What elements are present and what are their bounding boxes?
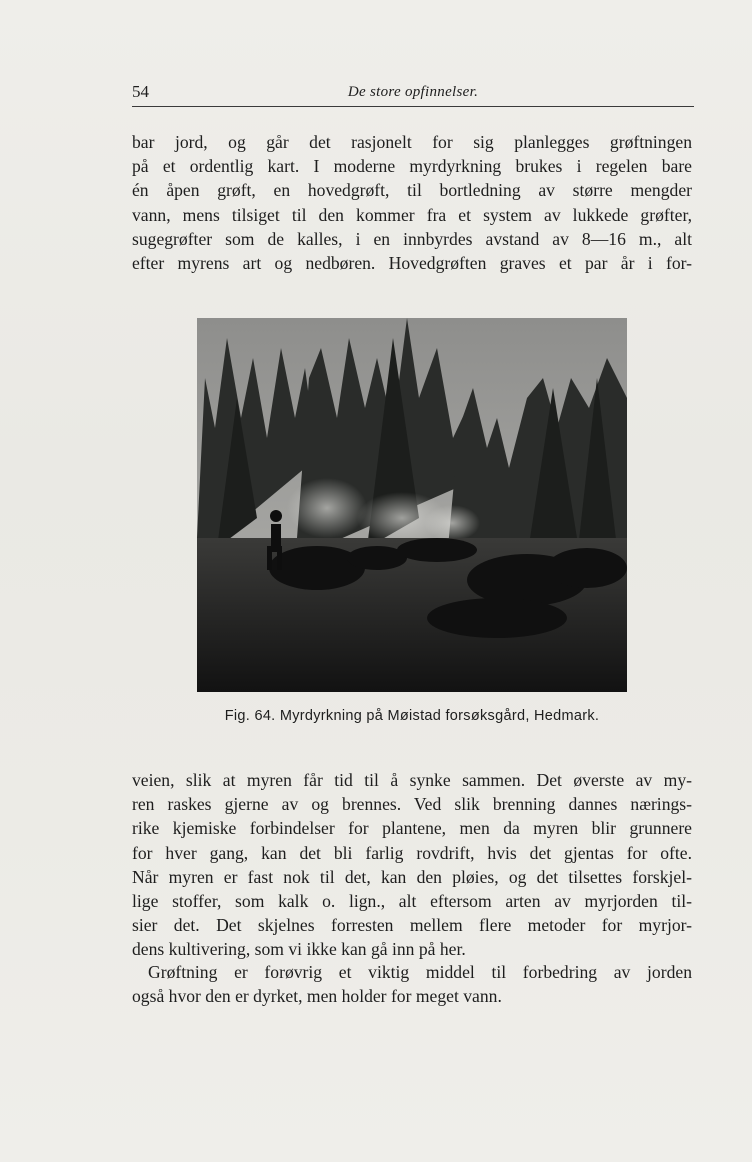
text-line: Når myren er fast nok til det, kan den pløies, og det tilsettes forskjel-: [132, 866, 692, 887]
paragraph-1: [132, 130, 692, 275]
text-line: på et ordentlig kart. I moderne myrdyrkning brukes i regelen bare: [132, 156, 692, 177]
text-line: én åpen grøft, en hovedgrøft, til bortledning av større mengder: [132, 180, 692, 201]
text-line: rike kjemiske forbindelser for plantene, men da myren blir grunnere: [132, 818, 692, 839]
text-line: efter myrens art og nedbøren. Hovedgrøften graves et par år i for-: [132, 253, 692, 274]
page-header: [132, 80, 694, 107]
text-line: veien, slik at myren får tid til å synke sammen. Det øverste av my-: [132, 770, 692, 790]
text-line: lige stoffer, som kalk o. lign., alt eftersom arten av myrjorden til-: [132, 891, 692, 912]
text-line: ren raskes gjerne av og brennes. Ved slik brenning dannes nærings-: [132, 794, 692, 815]
text-line: for hver gang, kan det bli farlig rovdrift, hvis det gjentas for ofte.: [132, 842, 692, 863]
text-line: sier det. Det skjelnes forresten mellem flere metoder for myrjor-: [132, 915, 692, 936]
text-line: bar jord, og går det rasjonelt for sig planlegges grøftningen: [132, 132, 692, 152]
text-line: vann, mens tilsiget til den kommer fra et system av lukkede grøfter,: [132, 204, 692, 225]
figure-photograph: [197, 318, 627, 692]
text-line: sugegrøfter som de kalles, i en innbyrdes avstand av 8—16 m., alt: [132, 228, 692, 249]
text-line: Grøftning er forøvrig et viktig middel til forbedring av jorden: [148, 962, 692, 982]
running-title: De store opfinnelser.: [347, 84, 479, 100]
text-line: også hvor den er dyrket, men holder for meget vann.: [132, 986, 502, 1007]
figure-caption: Fig. 64. Myrdyrkning på Møistad forsøksgård, Hedmark.: [224, 708, 600, 724]
paragraph-2: [132, 768, 692, 962]
paragraph-3: [132, 960, 692, 1008]
forest-bog-photo: [197, 318, 627, 692]
text-line: dens kultivering, som vi ikke kan gå inn på her.: [132, 939, 466, 960]
page-number: 54: [132, 82, 149, 101]
